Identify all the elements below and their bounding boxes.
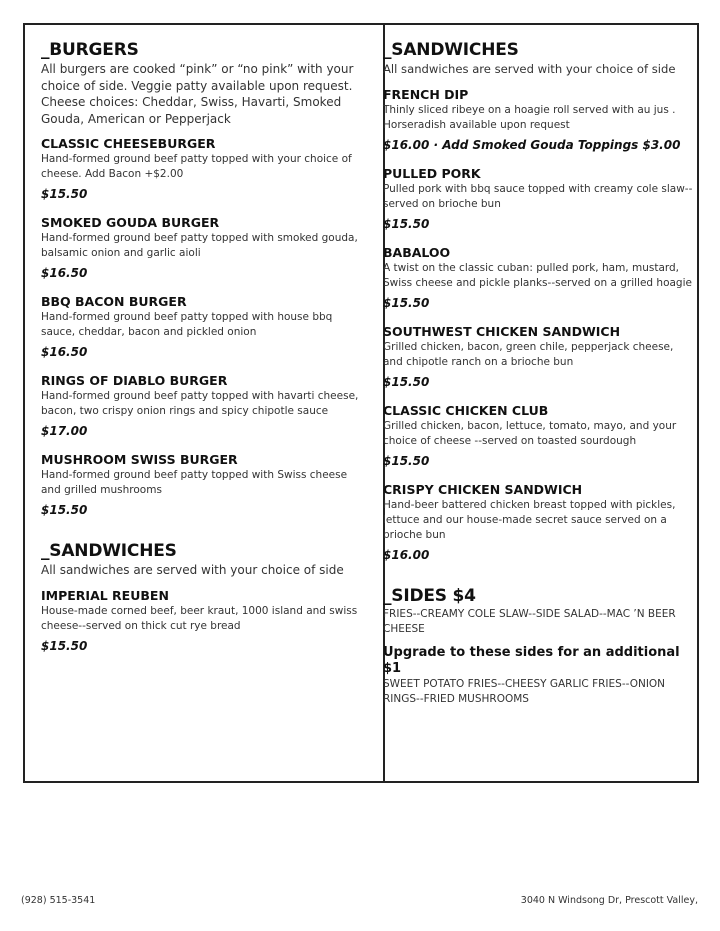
menu-item xyxy=(383,86,695,154)
sides-list: FRIES--CREAMY COLE SLAW--SIDE SALAD--MAC ’N BEER CHEESE xyxy=(383,607,676,635)
item-price: $15.50 xyxy=(383,216,430,231)
phone-number: (928) 515-3541 xyxy=(21,895,96,906)
item-price: $15.50 xyxy=(383,453,430,468)
menu-item xyxy=(41,587,359,655)
item-price: $15.50 xyxy=(41,503,88,517)
section-title: _BURGERS xyxy=(41,40,139,60)
item-description: House-made corned beef, beer kraut, 1000 island and swiss cheese--served on thick cut rye bread xyxy=(41,604,358,632)
item-name: PULLED PORK xyxy=(383,165,481,181)
item-price: $15.50 xyxy=(383,374,430,389)
item-price: $15.50 xyxy=(383,295,430,310)
item-name: CLASSIC CHEESEBURGER xyxy=(41,136,216,151)
menu-item xyxy=(41,214,359,282)
section-title: _SANDWICHES xyxy=(41,541,177,561)
item-name: SMOKED GOUDA BURGER xyxy=(41,215,220,230)
upgrade-sides-list: SWEET POTATO FRIES--CHEESY GARLIC FRIES--ONION RINGS--FRIED MUSHROOMS xyxy=(383,677,666,705)
item-description: A twist on the classic cuban: pulled pork, ham, mustard, Swiss cheese and pickle planks--served on a grilled hoagie xyxy=(383,261,692,289)
item-name: FRENCH DIP xyxy=(383,86,469,102)
menu-item xyxy=(383,402,695,470)
sides-section xyxy=(383,585,695,707)
menu-item xyxy=(383,481,695,564)
item-description: Hand-formed ground beef patty topped with havarti cheese, bacon, two crispy onion rings and spicy chipotle sauce xyxy=(41,390,359,417)
menu-frame xyxy=(23,23,699,783)
item-description: Hand-formed ground beef patty topped with your choice of cheese. Add Bacon +$2.00 xyxy=(41,153,352,180)
item-name: SOUTHWEST CHICKEN SANDWICH xyxy=(383,323,621,339)
right-column xyxy=(383,39,695,715)
item-price: $16.00 xyxy=(383,547,430,562)
item-price: $15.50 xyxy=(41,638,88,653)
item-description: Pulled pork with bbq sauce topped with creamy cole slaw--served on brioche bun xyxy=(383,182,693,210)
item-name: BBQ BACON BURGER xyxy=(41,294,187,309)
item-name: CLASSIC CHICKEN CLUB xyxy=(383,402,549,418)
menu-item xyxy=(383,323,695,391)
item-description: Hand-formed ground beef patty topped with Swiss cheese and grilled mushrooms xyxy=(41,469,348,496)
section-title: _SANDWICHES xyxy=(383,40,519,60)
menu-item xyxy=(383,165,695,233)
item-description: Hand-formed ground beef patty topped with house bbq sauce, cheddar, bacon and pickled onion xyxy=(41,311,333,338)
item-name: CRISPY CHICKEN SANDWICH xyxy=(383,481,583,497)
item-description: Grilled chicken, bacon, lettuce, tomato, mayo, and your choice of cheese --served on toasted sourdough xyxy=(383,419,677,447)
item-price: $16.00 · Add Smoked Gouda Toppings $3.00 xyxy=(383,137,681,152)
address: 3040 N Windsong Dr, Prescott Valley, xyxy=(520,895,698,906)
item-name: BABALOO xyxy=(383,244,451,260)
sandwiches-section-right xyxy=(383,39,695,564)
item-name: RINGS OF DIABLO BURGER xyxy=(41,373,228,388)
item-price: $15.50 xyxy=(41,187,88,201)
sandwiches-section-left xyxy=(41,540,359,655)
menu-item xyxy=(41,451,359,519)
item-name: IMPERIAL REUBEN xyxy=(41,587,169,603)
section-title: _SIDES $4 xyxy=(383,585,476,606)
item-price: $16.50 xyxy=(41,266,88,280)
item-price: $16.50 xyxy=(41,345,88,359)
item-price: $17.00 xyxy=(41,424,88,438)
burgers-section xyxy=(41,39,359,519)
section-description: All burgers are cooked “pink” or “no pink” with your choice of side. Veggie patty available upon request. Cheese choices: Cheddar, Swiss, Havarti, Smoked Gouda, American or Pepperjack xyxy=(41,62,354,126)
section-description: All sandwiches are served with your choice of side xyxy=(383,62,676,76)
item-name: MUSHROOM SWISS BURGER xyxy=(41,452,238,467)
item-description: Grilled chicken, bacon, green chile, pepperjack cheese, and chipotle ranch on a brioche bun xyxy=(383,340,674,368)
section-description: All sandwiches are served with your choice of side xyxy=(41,563,344,577)
menu-item xyxy=(41,293,359,361)
item-description: Hand-formed ground beef patty topped with smoked gouda, balsamic onion and garlic aioli xyxy=(41,232,358,259)
menu-item xyxy=(383,244,695,312)
menu-item xyxy=(41,135,359,203)
upgrade-title: Upgrade to these sides for an additional $1 xyxy=(383,644,680,676)
item-description: Hand-beer battered chicken breast topped with pickles, lettuce and our house-made secret sauce served on a brioche bun xyxy=(383,498,676,541)
item-description: Thinly sliced ribeye on a hoagie roll served with au jus . Horseradish available upon request xyxy=(383,103,676,131)
left-column xyxy=(41,39,359,666)
menu-item xyxy=(41,372,359,440)
